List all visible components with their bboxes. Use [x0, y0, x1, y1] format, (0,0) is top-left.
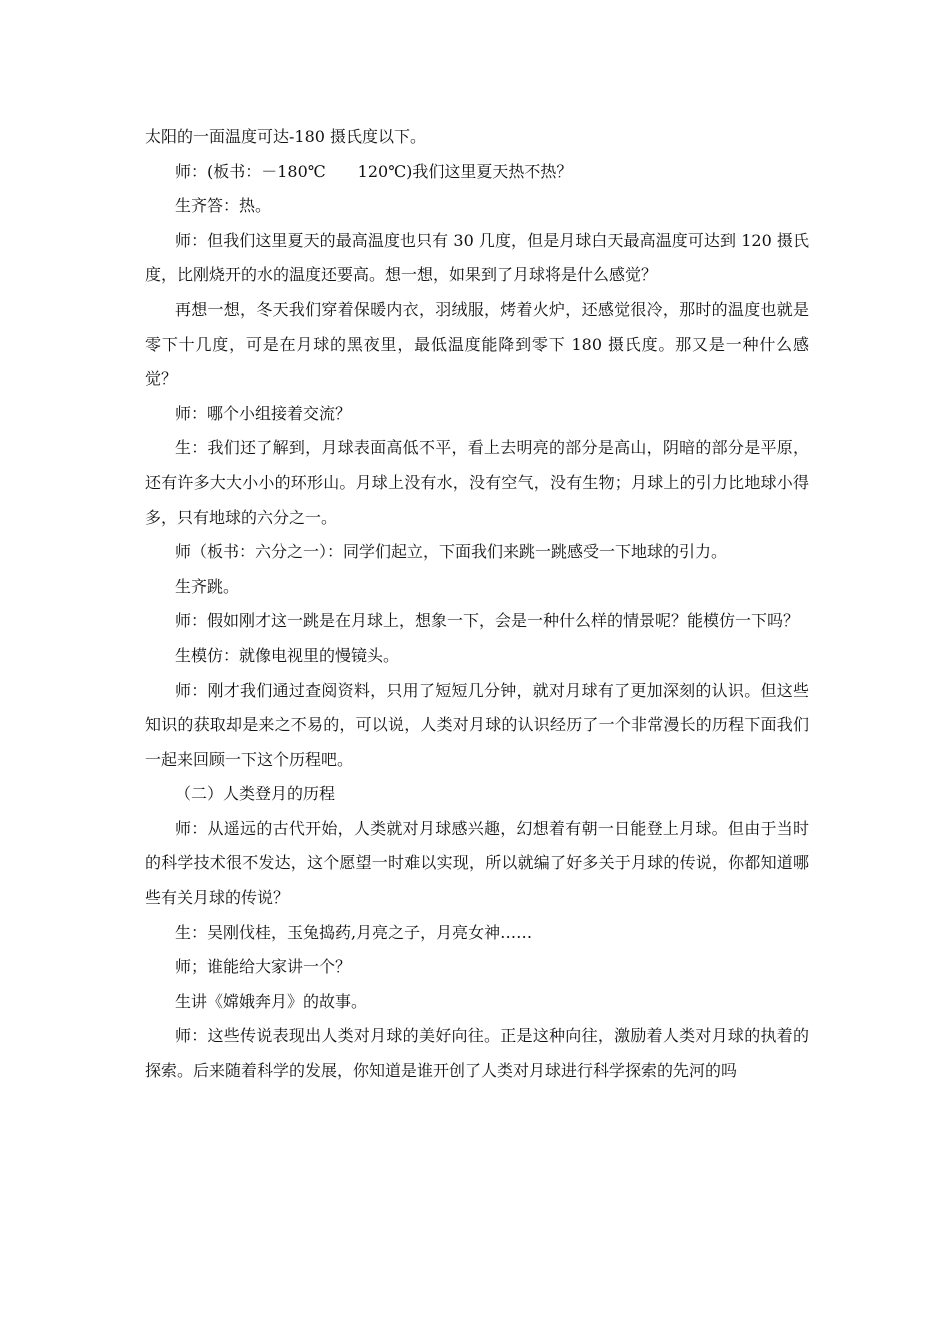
paragraph-student-imitate: 生模仿：就像电视里的慢镜头。	[175, 645, 400, 665]
paragraph-students-answer: 生齐答：热。	[175, 196, 272, 216]
paragraph-teacher-board: 师：(板书：－180℃ 120℃)我们这里夏天热不热？	[175, 161, 573, 181]
section-heading: （二）人类登月的历程	[175, 784, 336, 804]
paragraph-continuation: 太阳的一面温度可达-180 摄氏度以下。	[145, 127, 427, 146]
paragraph-teacher-ancient: 师：从遥远的古代开始，人类就对月球感兴趣，幻想着有朝一日能登上月球。但由于当时的科学技术很不发达，这个愿望一时难以实现，所以就编了好多关于月球的传说，你都知道哪些有关月球的传说？	[145, 818, 809, 908]
document-body	[145, 120, 809, 1089]
paragraph-student-moon-surface: 生：我们还了解到，月球表面高低不平，看上去明亮的部分是高山，阴暗的部分是平原，还有许多大大小小的环形山。月球上没有水，没有空气，没有生物；月球上的引力比地球小得多，只有地球的六分之一。	[145, 438, 809, 527]
paragraph-students-jump: 生齐跳。	[175, 576, 240, 596]
paragraph-student-legends: 生：吴刚伐桂，玉兔捣药,月亮之子，月亮女神……	[175, 922, 533, 942]
paragraph-teacher-which-group: 师：哪个小组接着交流？	[175, 403, 352, 423]
paragraph-teacher-temperature: 师：但我们这里夏天的最高温度也只有 30 几度，但是月球白天最高温度可达到 120 摄氏度，比刚烧开的水的温度还要高。想一想，如果到了月球将是什么感觉？	[145, 230, 809, 285]
paragraph-student-story: 生讲《嫦娥奔月》的故事。	[175, 991, 368, 1011]
paragraph-teacher-jump: 师（板书：六分之一）：同学们起立，下面我们来跳一跳感受一下地球的引力。	[175, 542, 728, 562]
paragraph-teacher-imagine: 师：假如刚才这一跳是在月球上，想象一下，会是一种什么样的情景呢？能模仿一下吗？	[175, 611, 800, 631]
paragraph-teacher-history: 师：刚才我们通过查阅资料，只用了短短几分钟，就对月球有了更加深刻的认识。但这些知识的获取却是来之不易的，可以说，人类对月球的认识经历了一个非常漫长的历程下面我们一起来回顾一下这个历程吧。	[145, 680, 809, 769]
paragraph-teacher-exploration: 师：这些传说表现出人类对月球的美好向往。正是这种向往，激励着人类对月球的执着的探索。后来随着科学的发展，你知道是谁开创了人类对月球进行科学探索的先河的吗	[145, 1026, 809, 1081]
paragraph-think-again: 再想一想，冬天我们穿着保暖内衣，羽绒服，烤着火炉，还感觉很冷，那时的温度也就是零下十几度，可是在月球的黑夜里，最低温度能降到零下 180 摄氏度。那又是一种什么感觉？	[145, 299, 809, 389]
paragraph-teacher-who-tells: 师；谁能给大家讲一个？	[175, 957, 352, 977]
